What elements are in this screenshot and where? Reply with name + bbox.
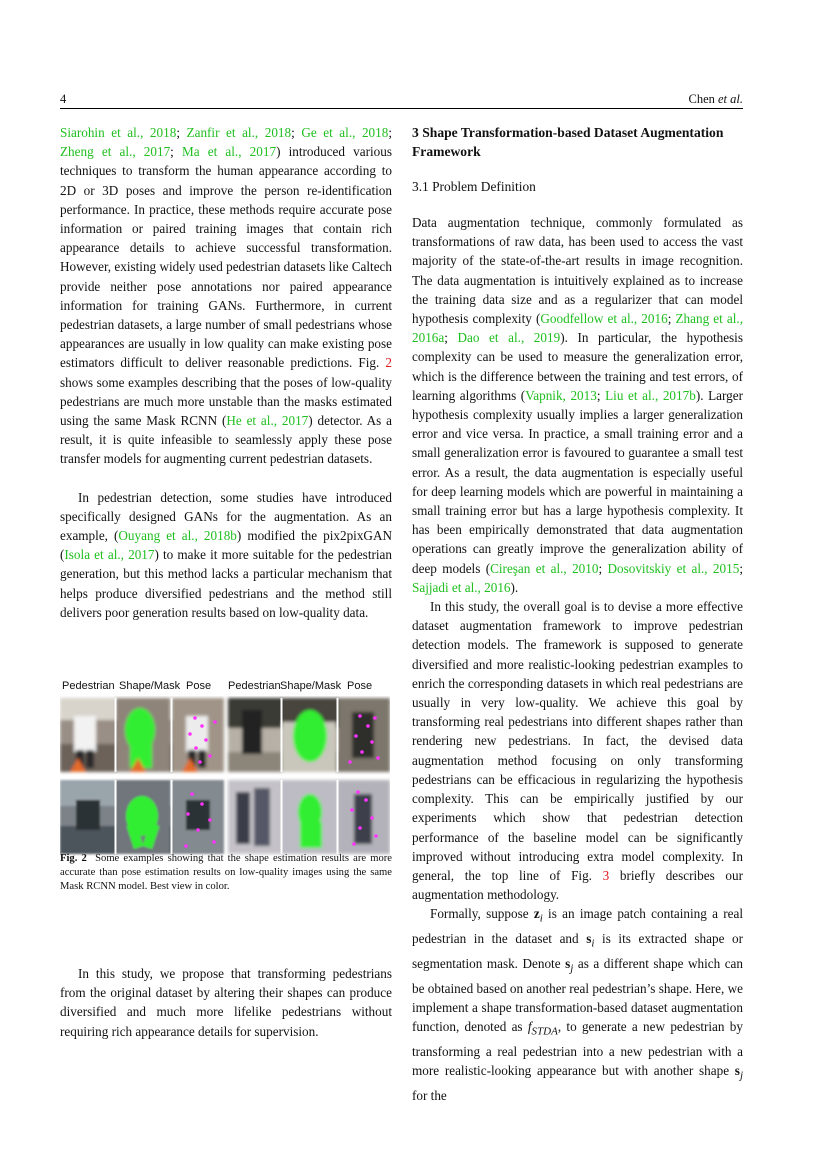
math-symbol: s (734, 1063, 740, 1079)
citation[interactable]: He et al., 2017 (226, 413, 309, 429)
citation[interactable]: Zhang et al., 2016a (412, 311, 744, 346)
running-author: Chen et al. (688, 92, 743, 106)
section-title: 3 Shape Transformation-based Dataset Augmentation Framework (412, 125, 724, 159)
pedestrian-examples-image (60, 696, 390, 856)
math-symbol: z (533, 906, 540, 922)
fig-label: Pedestrian (228, 680, 281, 692)
citation[interactable]: Zanfir et al., 2018 (186, 125, 292, 140)
citation[interactable]: Isola et al., 2017 (64, 547, 155, 563)
figure-image-grid (60, 696, 390, 856)
fig-label: Pedestrian (62, 680, 115, 692)
paragraph: In pedestrian detection, some studies have introduced specifically designed GANs for the augmentation. As an example, (Ouyang et al., 2018b) modified the pix2pixGAN (Isola et al., 2017) to make it more suitable for the pedestrian generation, but this method lacks a particular mechanism that helps produce diversified pedestrians and the method still delivers poor generation results based on low-quality data. (60, 489, 392, 620)
right-column (412, 123, 743, 1105)
figure-caption: Fig. 2 Some examples showing that the shape estimation results are more accurate than pose estimation results on low-quality images using the same Mask RCNN model. Best view in color. (60, 853, 392, 892)
figure-ref[interactable]: 3 (602, 867, 610, 883)
citation[interactable]: Cireşan et al., 2010 (490, 560, 599, 576)
math-symbol: f (527, 1019, 532, 1035)
running-header (60, 88, 743, 109)
page-number: 4 (60, 92, 67, 106)
figure-2 (60, 678, 390, 856)
citation[interactable]: Zheng et al., 2017 (60, 144, 171, 160)
left-column (60, 123, 392, 622)
citation[interactable]: Ge et al., 2018 (301, 125, 389, 140)
citation[interactable]: Vapnik, 2013 (525, 387, 597, 403)
citation[interactable]: Goodfellow et al., 2016 (540, 311, 668, 327)
math-symbol: s (565, 956, 571, 971)
fig-label: Pose (347, 680, 373, 692)
subsection-title: 3.1 Problem Definition (412, 179, 536, 194)
citation[interactable]: Sajjadi et al., 2016 (412, 579, 511, 595)
figure-column-labels (60, 678, 390, 696)
paragraph: Formally, suppose $z_i$ is an image patch containing a real pedestrian in the dataset and $s_i$ is its extracted shape or segmentation mask. Denote $s_j$ as a different shape which can be obtained based on another real pedestrian’s shape. Here, we implement a shape transformation-based dataset augmentation function, denoted as $f_{STDA}$, to generate a new pedestrian by transforming a real pedestrian into a new pedestrian with a more realistic-looking appearance but with another shape $s_j$ for the (412, 906, 744, 1104)
math-symbol: s (586, 931, 592, 947)
citation[interactable]: Dao et al., 2019 (457, 330, 561, 346)
figure-ref[interactable]: 2 (385, 355, 393, 371)
fig-label: Shape/Mask (280, 680, 342, 692)
citation[interactable]: Siarohin et al., 2018 (60, 125, 177, 140)
citation[interactable]: Ouyang et al., 2018b (118, 528, 237, 544)
paragraph: Data augmentation technique, commonly formulated as transformations of raw data, has been used to access the vast majority of the state-of-the-art results in image recognition. The data augmentation is intuitively explained as to increase the training data size and as a regularizer that can model hypothesis complexity (Goodfellow et al., 2016; Zhang et al., 2016a; Dao et al., 2019). In particular, the hypothesis complexity can be used to measure the generalization error, which is the difference between the training and test errors, of learning algorithms (Vapnik, 2013; Liu et al., 2017b). Larger hypothesis complexity usually implies a larger generalization error and vice versa. In practice, a small training error and a small generalization error is favoured to guarantee a small test error. As a result, the data augmentation is especially useful for deep learning models which are powerful in maintaining a small training error but has a large hypothesis complexity. It has been empirically demonstrated that data augmentation operations can greatly improve the generalization ability of deep models (Cireşan et al., 2010; Dosovitskiy et al., 2015; Sajjadi et al., 2016). (412, 215, 744, 595)
citation[interactable]: Ma et al., 2017 (182, 144, 277, 160)
paragraph: Siarohin et al., 2018; Zanfir et al., 2018; Ge et al., 2018; Zheng et al., 2017; Ma et al., 2017) introduced various techniques to transform the human appearance according to 2D or 3D poses and improve the person re-identification performance. In practice, these methods require accurate pose information or paired training images that contain rich appearance details to achieve successful transformation. However, existing widely used pedestrian datasets like Caltech provide neither pose annotations nor paired appearance information for training GANs. Furthermore, in current pedestrian datasets, a large number of small pedestrians whose appearances are usually in low quality can make existing pose estimators difficult to deliver reasonable predictions. Fig. 2 shows some examples describing that the poses of low-quality pedestrians are much more unstable than the masks estimated using the same Mask RCNN (He et al., 2017) detector. As a result, it is quite infeasible to seamlessly apply these pose transfer models for augmenting current pedestrian datasets. (60, 125, 393, 467)
fig-label: Pose (186, 680, 212, 692)
citation[interactable]: Dosovitskiy et al., 2015 (607, 560, 740, 576)
paragraph: In this study, the overall goal is to devise a more effective dataset augmentation framework to improve pedestrian detection models. The framework is supposed to generate diversified and more realistic-looking pedestrian examples to enrich the corresponding datasets in which real pedestrians are usually in very low-quality. We achieve this goal by transforming real pedestrians into different shapes rather than rendering new pedestrians. In fact, the devised data augmentation method focusing on only transforming pedestrians can be efficacious in regularizing the hypothesis complexity. This can be empirically justified by our experiments which show that pedestrian detection performance of the baseline model can be significantly improved without introducing extra model complexity. In general, the top line of Fig. 3 briefly describes our augmentation methodology. (412, 599, 743, 903)
paragraph: In this study, we propose that transforming pedestrians from the original dataset by altering their shapes can produce diversified and much more lifelike pedestrians without requiring rich appearance details for supervision. (60, 966, 392, 1039)
fig-label: Shape/Mask (119, 680, 181, 692)
citation[interactable]: Liu et al., 2017b (605, 387, 696, 403)
